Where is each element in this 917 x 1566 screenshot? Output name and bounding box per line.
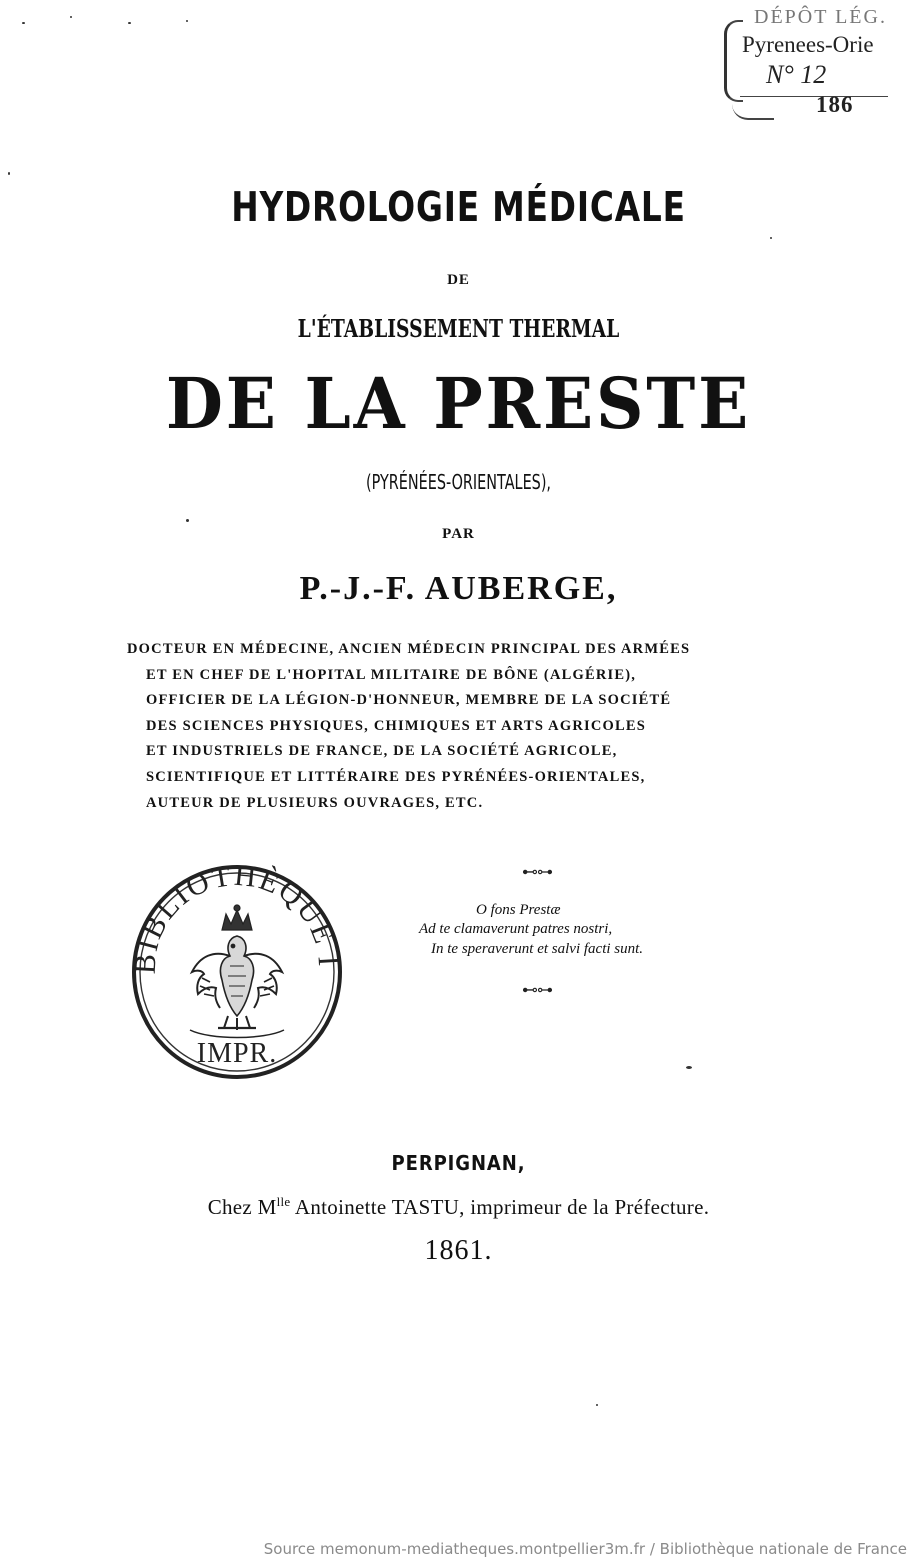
stamp-rule (740, 96, 888, 97)
imprint-printer-title: lle (276, 1194, 291, 1209)
byline-par: PAR (442, 526, 475, 542)
imprint-year: 1861. (424, 1235, 493, 1266)
imperial-eagle-icon (192, 936, 282, 1030)
library-stamp-bottom-text: IMPR. (196, 1038, 278, 1069)
credential-line: ET EN CHEF DE L'HOPITAL MILITAIRE DE BÔNE (ALGÉRIE), (146, 666, 637, 683)
credential-line: ET INDUSTRIELS DE FRANCE, DE LA SOCIÉTÉ AGRICOLE, (146, 743, 618, 760)
title-line-region: (PYRÉNÉES-ORIENTALES), (365, 470, 552, 494)
imprint-printer (0, 1194, 917, 1220)
credential-line: DES SCIENCES PHYSIQUES, CHIMIQUES ET ARTS AGRICOLES (146, 717, 646, 734)
paper-speck (186, 20, 188, 22)
stamp-bracket (724, 20, 743, 102)
paper-speck (686, 1066, 692, 1069)
paper-speck (8, 172, 10, 175)
epigraph-line-1: O fons Prestæ (476, 902, 561, 918)
crown-icon (222, 905, 252, 930)
library-stamp (130, 862, 344, 1080)
credential-line: OFFICIER DE LA LÉGION-D'HONNEUR, MEMBRE DE LA SOCIÉTÉ (146, 692, 672, 709)
deposit-stamp-number: N° 12 (766, 60, 827, 89)
paper-speck (186, 519, 189, 522)
library-stamp-seal (130, 862, 344, 1080)
credential-line: AUTEUR DE PLUSIEURS OUVRAGES, ETC. (146, 794, 484, 811)
ornament-top: ⊷⊶ (522, 864, 552, 881)
stamp-flourish (732, 104, 774, 120)
ornament-bottom: ⊷⊶ (522, 982, 552, 999)
svg-text:BIBLIOTHÈQUE IMPÉRIALE: BIBLIOTHÈQUE I (130, 862, 344, 975)
title-line-la-preste: DE LA PRESTE (165, 362, 752, 445)
title-line-hydrologie: HYDROLOGIE MÉDICALE (231, 183, 686, 231)
imprint-city: PERPIGNAN, (391, 1151, 526, 1175)
credential-line: DOCTEUR EN MÉDECINE, ANCIEN MÉDECIN PRINCIPAL DES ARMÉES (127, 641, 691, 657)
paper-speck (770, 237, 772, 239)
title-line-etablissement: L'ÉTABLISSEMENT THERMAL (297, 314, 620, 343)
epigraph-line-3: In te speraverunt et salvi facti sunt. (431, 941, 644, 957)
paper-speck (22, 22, 25, 24)
imprint-printer-rest: Antoinette TASTU, imprimeur de la Préfecture. (290, 1195, 710, 1219)
source-attribution: Source memonum-mediatheques.montpellier3m.fr / Bibliothèque nationale de France (263, 1540, 907, 1558)
paper-speck (128, 22, 131, 24)
epigraph-line-2: Ad te clamaverunt patres nostri, (419, 921, 613, 937)
paper-speck (596, 1404, 598, 1406)
deposit-stamp-department: Pyrenees-Orie (742, 32, 874, 57)
title-de: DE (447, 272, 470, 288)
deposit-stamp-year: 186 (816, 92, 854, 117)
credential-line: SCIENTIFIQUE ET LITTÉRAIRE DES PYRÉNÉES-ORIENTALES, (146, 768, 646, 785)
author-name: P.-J.-F. AUBERGE, (299, 570, 618, 607)
deposit-stamp (718, 4, 896, 122)
paper-speck (70, 16, 72, 18)
deposit-stamp-heading: DÉPÔT LÉG. (754, 6, 887, 28)
author-credentials (127, 637, 727, 816)
imprint-printer-prefix: Chez M (207, 1195, 277, 1219)
